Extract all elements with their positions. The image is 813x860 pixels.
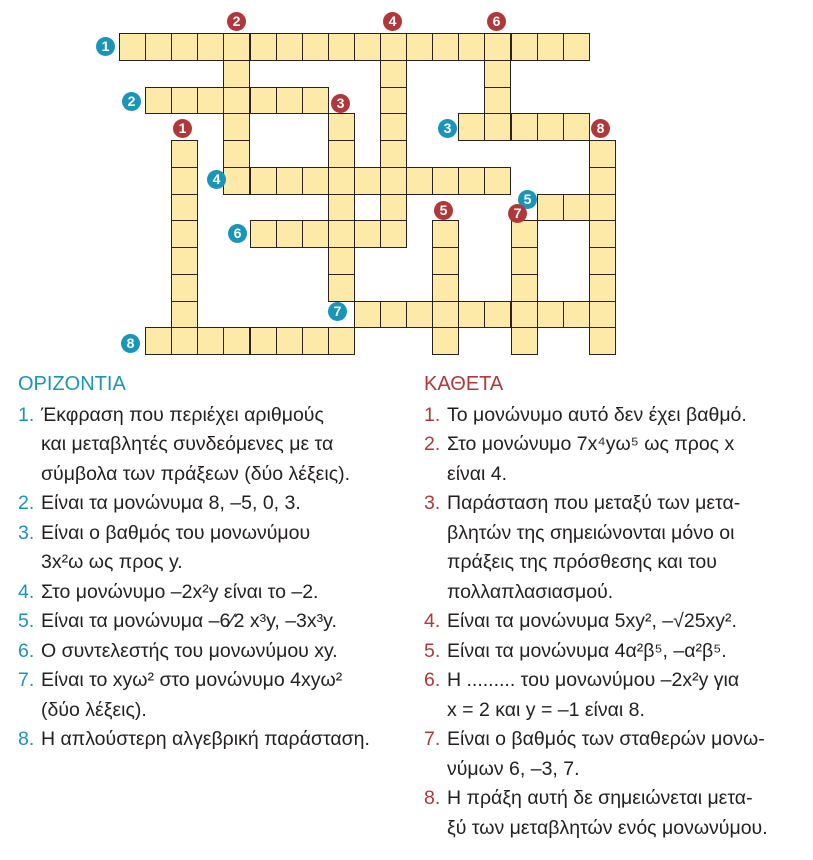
grid-cell[interactable] (250, 167, 277, 195)
clue-number: 7. (424, 728, 441, 750)
down-clue (424, 489, 813, 607)
grid-cell[interactable] (484, 60, 511, 88)
grid-cell[interactable] (171, 167, 198, 195)
grid-cell[interactable] (484, 87, 511, 115)
down-clues (424, 370, 813, 843)
grid-cell[interactable] (511, 327, 538, 355)
grid-cell[interactable] (458, 113, 485, 141)
across-clue (18, 578, 413, 608)
grid-cell[interactable] (380, 87, 407, 115)
clue-number: 1. (18, 403, 35, 426)
grid-cell[interactable] (354, 33, 381, 61)
grid-cell[interactable] (406, 301, 433, 329)
grid-cell[interactable] (171, 220, 198, 248)
grid-cell[interactable] (197, 33, 224, 61)
clue-number: 6. (424, 669, 441, 691)
down-number-badge: 7 (508, 204, 527, 223)
down-number-badge: 8 (591, 119, 610, 138)
clue-text: είναι 4. (447, 462, 508, 485)
down-number-badge: 3 (331, 94, 350, 113)
clue-number: 3. (18, 521, 35, 544)
grid-cell[interactable] (145, 33, 172, 61)
down-number-badge: 2 (227, 12, 246, 31)
grid-cell[interactable] (276, 327, 303, 355)
down-clue (424, 666, 813, 725)
clue-number: 8. (18, 728, 35, 750)
clue-text: νύμων 6, –3, 7. (447, 757, 580, 780)
clue-number: 2. (18, 492, 35, 514)
grid-cell[interactable] (223, 87, 250, 115)
grid-cell[interactable] (171, 33, 198, 61)
clue-text: Στο μονώνυμο 7x⁴yω⁵ ως προς x (447, 433, 735, 455)
grid-cell[interactable] (328, 274, 355, 302)
across-clue (18, 607, 413, 637)
grid-cell[interactable] (197, 327, 224, 355)
grid-cell[interactable] (380, 60, 407, 88)
grid-cell[interactable] (250, 33, 277, 61)
grid-cell[interactable] (354, 167, 381, 195)
across-number-badge: 6 (228, 224, 247, 243)
clue-text: Ο συντελεστής του μονωνύμου xy. (41, 639, 338, 662)
clue-text: Έκφραση που περιέχει αριθμούς (41, 403, 324, 426)
grid-cell[interactable] (511, 220, 538, 248)
grid-cell[interactable] (380, 194, 407, 222)
grid-cell[interactable] (171, 140, 198, 168)
grid-cell[interactable] (276, 33, 303, 61)
grid-cell[interactable] (458, 167, 485, 195)
clue-text: Είναι τα μονώνυμα 4α²β⁵, –α²β⁵. (447, 639, 727, 662)
grid-cell[interactable] (458, 33, 485, 61)
down-clue (424, 637, 813, 667)
grid-cell[interactable] (563, 194, 590, 222)
grid-cell[interactable] (145, 87, 172, 115)
grid-cell[interactable] (432, 220, 459, 248)
grid-cell[interactable] (537, 113, 564, 141)
across-clue (18, 666, 413, 725)
grid-cell[interactable] (171, 327, 198, 355)
down-clue (424, 784, 813, 843)
grid-cell[interactable] (537, 301, 564, 329)
clue-text: Είναι ο βαθμός των σταθερών μονω- (447, 728, 765, 750)
grid-cell[interactable] (432, 327, 459, 355)
grid-cell[interactable] (119, 33, 146, 61)
down-heading: ΚΑΘΕΤΑ (424, 373, 504, 395)
clue-text: Είναι τα μονώνυμα 8, –5, 0, 3. (41, 492, 301, 514)
grid-cell[interactable] (589, 274, 616, 302)
grid-cell[interactable] (223, 60, 250, 88)
down-clue (424, 607, 813, 637)
grid-cell[interactable] (589, 247, 616, 275)
grid-cell[interactable] (223, 33, 250, 61)
across-clue (18, 519, 413, 578)
down-number-badge: 4 (383, 12, 402, 31)
clue-text: 3x²ω ως προς y. (41, 551, 183, 573)
grid-cell[interactable] (563, 113, 590, 141)
across-clue (18, 489, 413, 519)
grid-cell[interactable] (432, 33, 459, 61)
clue-text: Είναι τα μονώνυμα –6⁄2 x³y, –3x³y. (41, 610, 337, 632)
clue-text: Στο μονώνυμο –2x²y είναι το –2. (41, 580, 319, 603)
clue-number: 2. (424, 433, 441, 455)
clue-text: Είναι το xyω² στο μονώνυμο 4xyω² (41, 669, 343, 691)
grid-cell[interactable] (354, 301, 381, 329)
grid-cell[interactable] (354, 220, 381, 248)
grid-cell[interactable] (589, 327, 616, 355)
grid-cell[interactable] (380, 301, 407, 329)
grid-cell[interactable] (171, 301, 198, 329)
down-number-badge: 6 (487, 12, 506, 31)
across-number-badge: 2 (122, 92, 141, 111)
grid-cell[interactable] (380, 220, 407, 248)
across-number-badge: 7 (328, 302, 347, 321)
clue-text: πολλαπλασιασμού. (447, 580, 614, 603)
grid-cell[interactable] (432, 247, 459, 275)
down-clue-list (424, 401, 813, 844)
grid-cell[interactable] (589, 194, 616, 222)
grid-cell[interactable] (484, 33, 511, 61)
clue-text: Το μονώνυμο αυτό δεν έχει βαθμό. (447, 403, 747, 426)
grid-cell[interactable] (171, 247, 198, 275)
clue-text: ξύ των μεταβλητών ενός μονωνύμου. (447, 816, 768, 839)
grid-cell[interactable] (380, 140, 407, 168)
clue-number: 4. (424, 610, 441, 632)
grid-cell[interactable] (328, 113, 355, 141)
grid-cell[interactable] (223, 167, 250, 195)
grid-cell[interactable] (223, 327, 250, 355)
grid-cell[interactable] (250, 87, 277, 115)
grid-cell[interactable] (511, 274, 538, 302)
grid-cell[interactable] (589, 301, 616, 329)
grid-cell[interactable] (250, 327, 277, 355)
grid-cell[interactable] (537, 33, 564, 61)
grid-cell[interactable] (563, 33, 590, 61)
clue-number: 4. (18, 580, 35, 603)
grid-cell[interactable] (328, 167, 355, 195)
across-number-badge: 3 (438, 119, 457, 138)
clue-text: Η πράξη αυτή δε σημειώνεται μετα- (447, 787, 753, 809)
grid-cell[interactable] (432, 301, 459, 329)
grid-cell[interactable] (484, 113, 511, 141)
across-number-badge: 5 (518, 190, 537, 209)
grid-cell[interactable] (302, 87, 329, 115)
grid-cell[interactable] (380, 167, 407, 195)
grid-cell[interactable] (328, 327, 355, 355)
down-number-badge: 1 (173, 119, 192, 138)
clue-number: 5. (18, 610, 35, 632)
clue-text: Είναι τα μονώνυμα 5xy², –√25xy². (447, 610, 737, 632)
clue-text: (δύο λέξεις). (41, 698, 147, 721)
across-number-badge: 8 (121, 334, 140, 353)
grid-cell[interactable] (171, 87, 198, 115)
grid-cell[interactable] (223, 140, 250, 168)
grid-cell[interactable] (380, 33, 407, 61)
grid-cell[interactable] (250, 220, 277, 248)
across-clue (18, 637, 413, 667)
across-number-badge: 4 (207, 170, 226, 189)
clue-text: πράξεις της πρόσθεσης και του (447, 551, 717, 573)
grid-cell[interactable] (302, 220, 329, 248)
grid-cell[interactable] (589, 140, 616, 168)
across-number-badge: 1 (96, 37, 115, 56)
grid-cell[interactable] (328, 194, 355, 222)
grid-cell[interactable] (328, 33, 355, 61)
grid-cell[interactable] (458, 301, 485, 329)
clue-number: 6. (18, 639, 35, 662)
grid-cell[interactable] (171, 274, 198, 302)
grid-cell[interactable] (302, 327, 329, 355)
clue-text: Είναι ο βαθμός του μονωνύμου (41, 521, 311, 544)
grid-cell[interactable] (406, 33, 433, 61)
grid-cell[interactable] (276, 220, 303, 248)
grid-cell[interactable] (328, 247, 355, 275)
grid-cell[interactable] (563, 301, 590, 329)
grid-cell[interactable] (589, 167, 616, 195)
across-heading: ΟΡΙΖΟΝΤΙΑ (18, 373, 126, 395)
across-clue (18, 401, 413, 490)
grid-cell[interactable] (145, 327, 172, 355)
clue-text: Η ......... του μονωνύμου –2x²y για (447, 669, 740, 691)
grid-cell[interactable] (197, 87, 224, 115)
grid-cell[interactable] (171, 194, 198, 222)
grid-cell[interactable] (406, 167, 433, 195)
down-clue (424, 725, 813, 784)
across-clues (18, 370, 413, 755)
grid-cell[interactable] (511, 301, 538, 329)
clue-number: 5. (424, 639, 441, 662)
across-clue-list (18, 401, 413, 755)
clue-text: x = 2 και y = –1 είναι 8. (447, 698, 645, 721)
grid-cell[interactable] (302, 33, 329, 61)
grid-cell[interactable] (223, 113, 250, 141)
grid-cell[interactable] (484, 301, 511, 329)
grid-cell[interactable] (511, 247, 538, 275)
grid-cell[interactable] (276, 167, 303, 195)
clue-text: και μεταβλητές συνδεόμενες με τα (41, 433, 334, 455)
down-clue (424, 401, 813, 431)
grid-cell[interactable] (328, 220, 355, 248)
crossword-grid (0, 0, 813, 360)
clue-number: 8. (424, 787, 441, 809)
grid-cell[interactable] (484, 167, 511, 195)
clue-number: 1. (424, 403, 441, 426)
down-clue (424, 430, 813, 489)
clue-number: 7. (18, 669, 35, 691)
grid-cell[interactable] (511, 113, 538, 141)
grid-cell[interactable] (589, 220, 616, 248)
grid-cell[interactable] (276, 87, 303, 115)
grid-cell[interactable] (302, 167, 329, 195)
grid-cell[interactable] (328, 140, 355, 168)
grid-cell[interactable] (432, 274, 459, 302)
clue-number: 3. (424, 492, 441, 514)
clue-text: βλητών της σημειώνονται μόνο οι (447, 521, 735, 544)
clue-text: σύμβολα των πράξεων (δύο λέξεις). (41, 462, 351, 485)
clue-text: Παράσταση που μεταξύ των μετα- (447, 492, 741, 514)
grid-cell[interactable] (511, 33, 538, 61)
grid-cell[interactable] (432, 167, 459, 195)
down-number-badge: 5 (434, 201, 453, 220)
across-clue (18, 725, 413, 755)
grid-cell[interactable] (537, 194, 564, 222)
grid-cell[interactable] (380, 113, 407, 141)
clue-text: Η απλούστερη αλγεβρική παράσταση. (41, 728, 370, 750)
